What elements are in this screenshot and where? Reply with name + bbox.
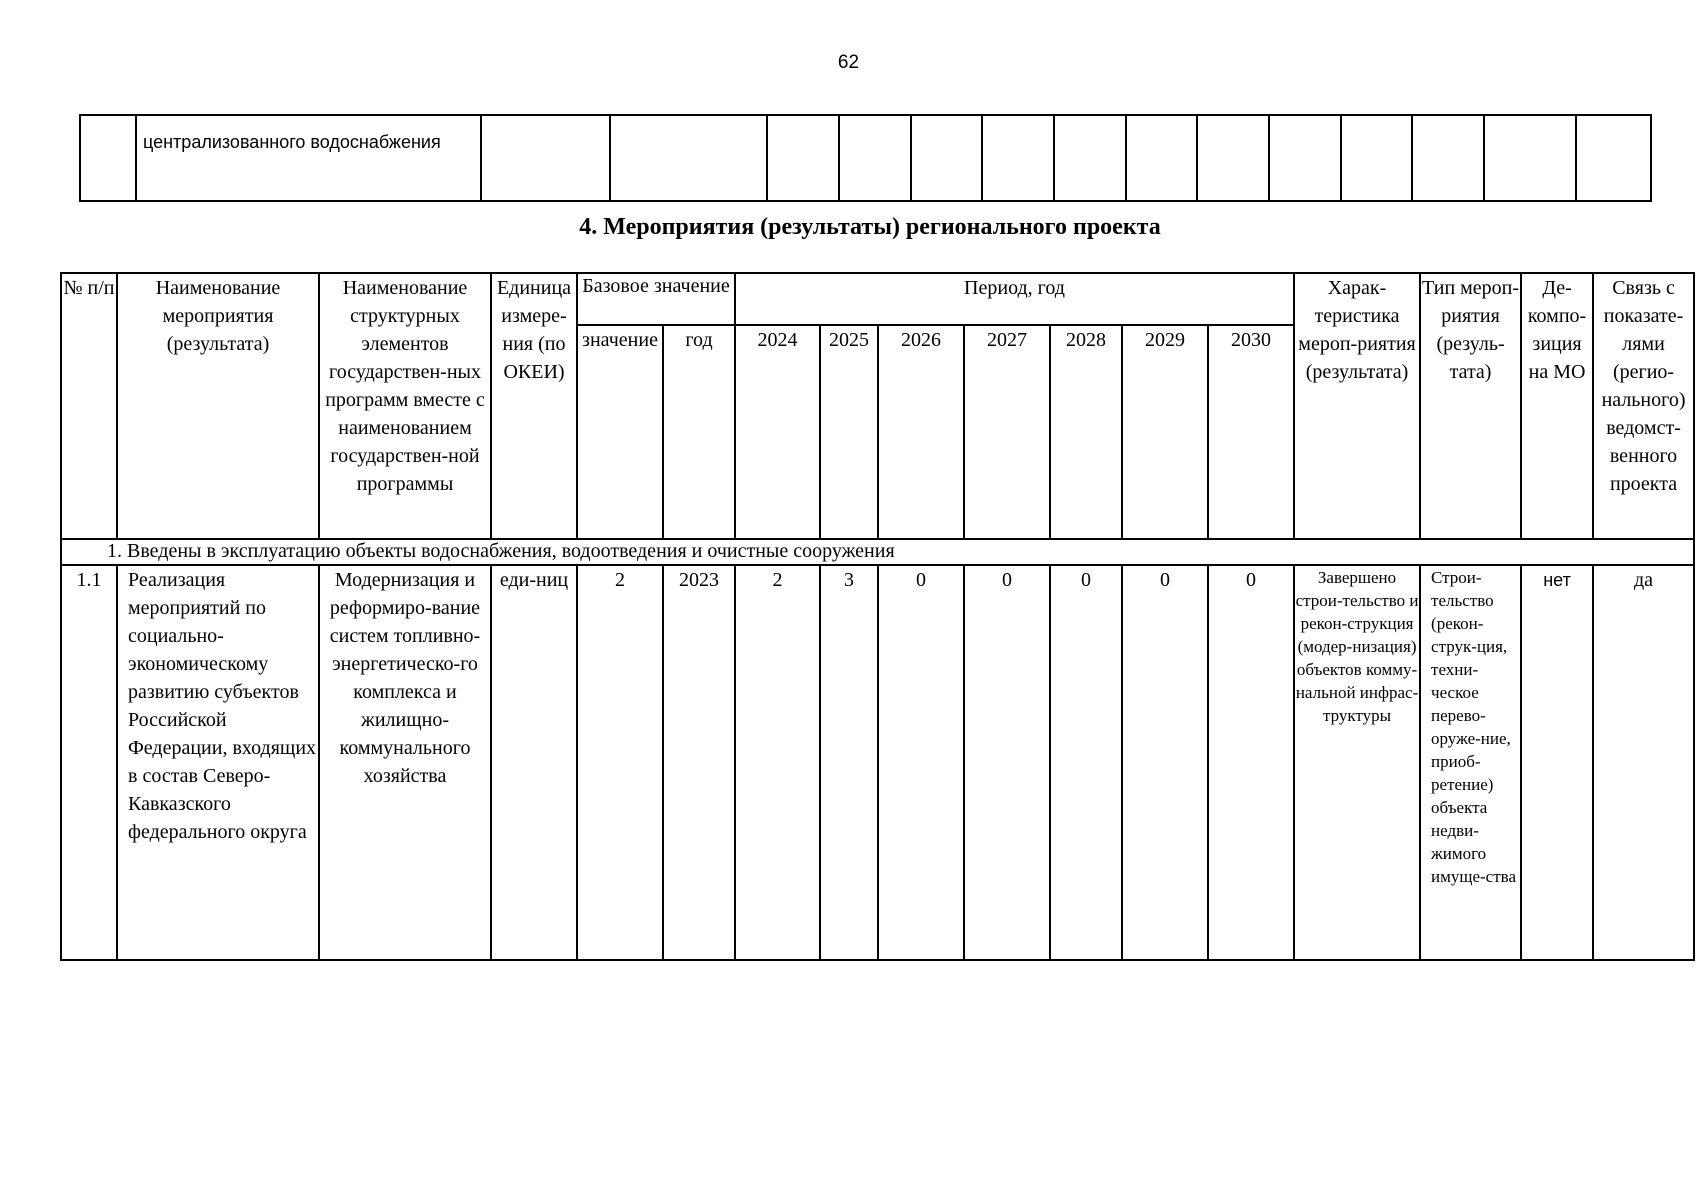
row-structural-element: Модернизация и реформиро-вание систем топливно-энергетическо-го комплекса и жилищно-коммунального хозяйства (319, 565, 491, 960)
header-period: Период, год (735, 273, 1294, 325)
row-base-year: 2023 (663, 565, 735, 960)
header-base: Базовое значение (577, 273, 735, 325)
header-year: 2025 (820, 325, 878, 539)
measures-table (60, 272, 1695, 961)
row-decomposition: нет (1521, 565, 1593, 960)
header-measure-name: Наименование мероприятия (результата) (117, 273, 319, 539)
row-num: 1.1 (61, 565, 117, 960)
table-row (61, 565, 1694, 960)
row-year-value: 0 (878, 565, 964, 960)
header-year: 2024 (735, 325, 820, 539)
row-type: Строи-тельство (рекон-струк-ция, техни-ческое перево-оруже-ние, приоб-ретение) объекта недви-жимого имуще-ства (1420, 565, 1521, 960)
header-year: 2027 (964, 325, 1050, 539)
row-unit: еди-ниц (491, 565, 577, 960)
header-base-year: год (663, 325, 735, 539)
header-year: 2030 (1208, 325, 1294, 539)
header-num: № п/п (61, 273, 117, 539)
continuation-name: централизованного водоснабжения (136, 115, 481, 201)
row-link: да (1593, 565, 1694, 960)
header-link: Связь с показате-лями (регио-нального) ведомст-венного проекта (1593, 273, 1694, 539)
header-structural-elements: Наименование структурных элементов государствен-ных программ вместе с наименованием государствен-ной программы (319, 273, 491, 539)
header-decomposition: Де-компо-зиция на МО (1521, 273, 1593, 539)
section-title: 4. Мероприятия (результаты) регионального проекта (579, 214, 1161, 240)
page-number: 62 (837, 52, 860, 73)
row-year-value: 0 (1050, 565, 1122, 960)
row-year-value: 0 (964, 565, 1050, 960)
row-year-value: 0 (1208, 565, 1294, 960)
section-row-label: 1. Введены в эксплуатацию объекты водоснабжения, водоотведения и очистные сооружения (61, 539, 1694, 565)
header-year: 2028 (1050, 325, 1122, 539)
row-year-value: 3 (820, 565, 878, 960)
continuation-table (79, 114, 1652, 202)
header-unit: Единица измере-ния (по ОКЕИ) (491, 273, 577, 539)
header-row-1 (61, 273, 1694, 325)
continuation-row (80, 115, 1651, 201)
header-type: Тип мероп-риятия (резуль-тата) (1420, 273, 1521, 539)
header-year: 2026 (878, 325, 964, 539)
header-base-value: значение (577, 325, 663, 539)
section-row (61, 539, 1694, 565)
row-year-value: 0 (1122, 565, 1208, 960)
row-characteristic: Завершено строи-тельство и рекон-струкция (модер-низация) объектов комму-нальной инфрас-труктуры (1294, 565, 1420, 960)
header-year: 2029 (1122, 325, 1208, 539)
header-characteristic: Харак-теристика мероп-риятия (результата) (1294, 273, 1420, 539)
row-measure-name: Реализация мероприятий по социально-экономическому развитию субъектов Российской Федерации, входящих в состав Северо-Кавказского федерального округа (117, 565, 319, 960)
row-base-value: 2 (577, 565, 663, 960)
row-year-value: 2 (735, 565, 820, 960)
